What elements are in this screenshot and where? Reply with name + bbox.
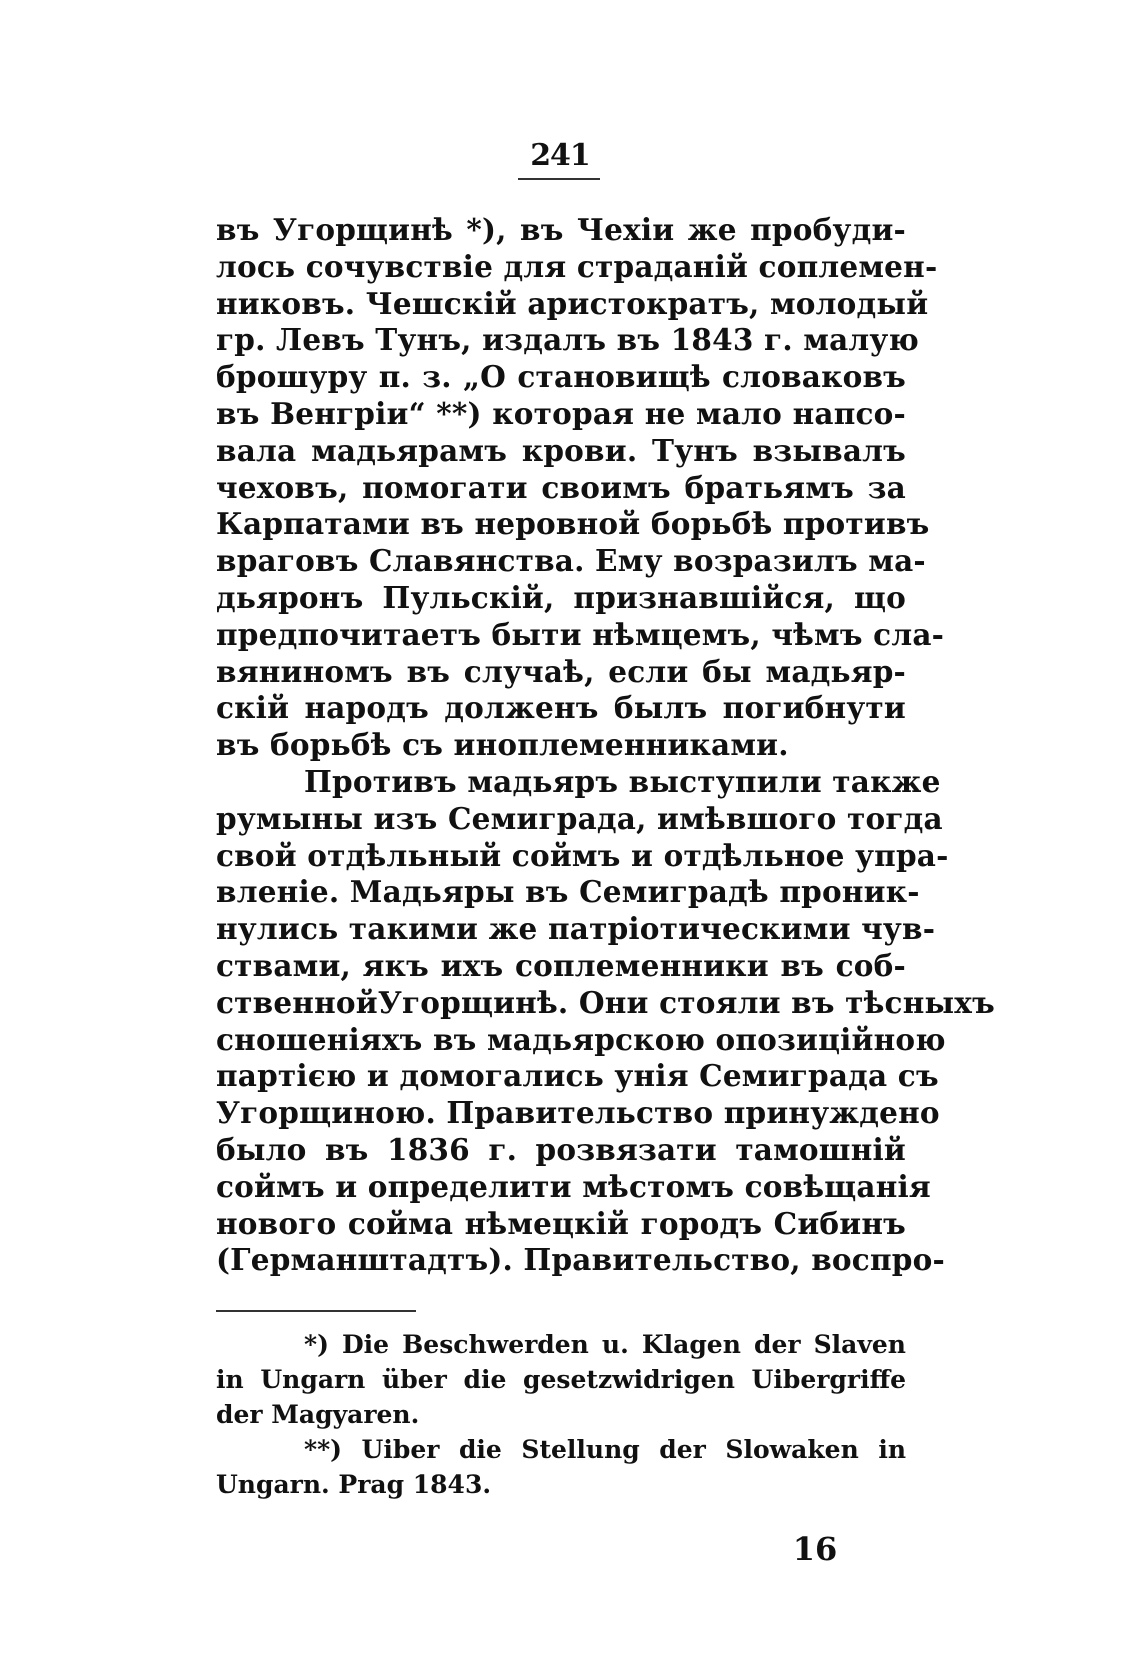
text-line: въ Венгріи“ **) которая не мало напсо- bbox=[216, 395, 906, 431]
text-line: брошуру п. з. „О становищѣ словаковъ bbox=[216, 359, 906, 395]
text-line: въ Угорщинѣ *), въ Чехіи же пробуди- bbox=[216, 212, 906, 247]
text-line: сношеніяхъ въ мадьярскою опозиційною bbox=[216, 1021, 946, 1057]
footnotes bbox=[216, 1327, 906, 1502]
text-line: вяниномъ въ случаѣ, если бы мадьяр- bbox=[216, 653, 906, 689]
text-line: гр. Левъ Тунъ, издалъ въ 1843 г. малую bbox=[216, 322, 919, 358]
text-line: вала мадьярамъ крови. Тунъ взывалъ bbox=[216, 432, 906, 468]
text-line: предпочитаетъ быти нѣмцемъ, чѣмъ сла- bbox=[216, 616, 945, 652]
text-line: ственнойУгорщинѣ. Они стояли въ тѣсныхъ bbox=[216, 984, 995, 1020]
text-line: дьяронъ Пульскій, признавшійся, що bbox=[216, 579, 906, 615]
text-line: нулись такими же патріотическими чув- bbox=[216, 911, 936, 947]
text-line: соймъ и определити мѣстомъ совѣщанія bbox=[216, 1168, 931, 1204]
text-line: Противъ мадьяръ выступили также bbox=[304, 763, 941, 799]
footnote-line: der Magyaren. bbox=[216, 1400, 420, 1429]
text-line: Карпатами въ неровной борьбѣ противъ bbox=[216, 506, 930, 542]
text-line: ствами, якъ ихъ соплеменники въ соб- bbox=[216, 947, 906, 983]
text-line: никовъ. Чешскій аристократъ, молодый bbox=[216, 285, 929, 321]
text-line: свой отдѣльный соймъ и отдѣльное упра- bbox=[216, 837, 949, 873]
text-line: въ борьбѣ съ иноплеменниками. bbox=[216, 727, 789, 763]
text-line: скій народъ долженъ былъ погибнути bbox=[216, 690, 906, 726]
footnote-line: Ungarn. Prag 1843. bbox=[216, 1470, 492, 1499]
text-line: враговъ Славянства. Ему возразилъ ма- bbox=[216, 543, 926, 579]
text-line: румыны изъ Семиграда, имѣвшого тогда bbox=[216, 800, 943, 836]
text-line: лось сочувствіе для страданій соплемен- bbox=[216, 248, 938, 284]
footnote-line: in Ungarn über die gesetzwidrigen Uibergriffe bbox=[216, 1365, 906, 1394]
text-line: чеховъ, помогати своимъ братьямъ за bbox=[216, 469, 906, 505]
text-line: нового сойма нѣмецкій городъ Сибинъ bbox=[216, 1205, 906, 1241]
text-line: Угорщиною. Правительство принуждено bbox=[216, 1095, 940, 1131]
footnote-line: *) Die Beschwerden u. Klagen der Slaven bbox=[304, 1330, 906, 1359]
text-line: было въ 1836 г. розвязати тамошній bbox=[216, 1131, 906, 1167]
text-line: вленіе. Мадьяры въ Семиградѣ проник- bbox=[216, 874, 920, 910]
footnote-rule bbox=[216, 1310, 416, 1312]
page-number: 241 bbox=[530, 138, 590, 173]
footnote-line: **) Uiber die Stellung der Slowaken in bbox=[304, 1435, 906, 1464]
page-number-rule bbox=[518, 178, 600, 180]
text-line: партією и домогались унія Семиграда съ bbox=[216, 1058, 939, 1094]
body-text bbox=[216, 212, 995, 1279]
signature-mark: 16 bbox=[792, 1530, 838, 1568]
text-line: (Германштадтъ). Правительство, воспро- bbox=[216, 1242, 945, 1278]
